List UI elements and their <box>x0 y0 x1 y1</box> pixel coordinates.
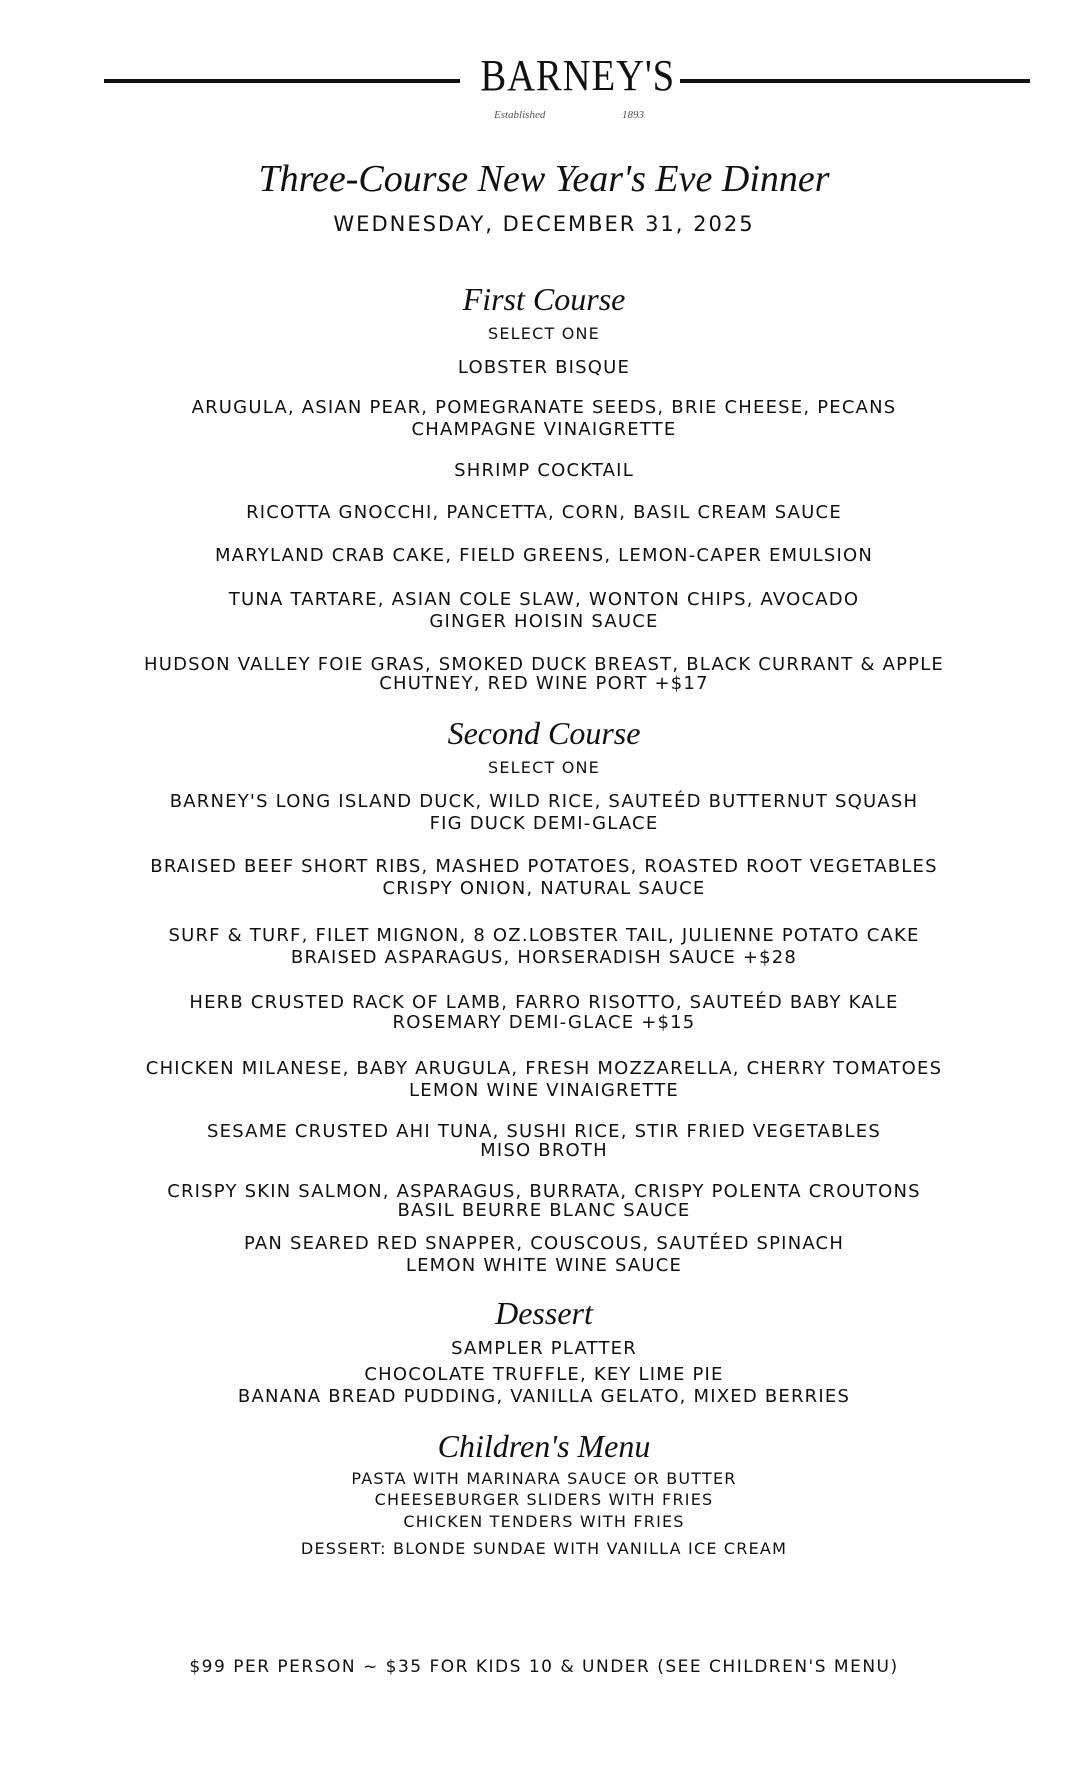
first-course-item-4: RICOTTA GNOCCHI, PANCETTA, CORN, BASIL CREAM SAUCE <box>246 502 842 523</box>
first-course-item-5: MARYLAND CRAB CAKE, FIELD GREENS, LEMON-CAPER EMULSION <box>214 545 874 566</box>
second-course-heading: Second Course <box>447 715 641 751</box>
first-course-select: SELECT ONE <box>488 324 600 343</box>
second-course-item-5-line-2: LEMON WINE VINAIGRETTE <box>409 1080 679 1101</box>
second-course-item-3: SURF & TURF, FILET MIGNON, 8 OZ.LOBSTER TAIL, JULIENNE POTATO CAKE <box>168 925 920 946</box>
second-course-item-1: BARNEY'S LONG ISLAND DUCK, WILD RICE, SAUTEÉD BUTTERNUT SQUASH <box>169 791 919 812</box>
established-line <box>494 109 644 121</box>
dessert-line-2: CHOCOLATE TRUFFLE, KEY LIME PIE <box>364 1364 724 1385</box>
right-rule <box>680 79 1030 83</box>
second-course-select: SELECT ONE <box>488 758 600 777</box>
first-course-item-3: SHRIMP COCKTAIL <box>454 460 634 481</box>
second-course-item-8: PAN SEARED RED SNAPPER, COUSCOUS, SAUTÉED SPINACH <box>243 1233 845 1254</box>
second-course-item-2-line-2: CRISPY ONION, NATURAL SAUCE <box>382 878 706 899</box>
established-year: 1893 <box>622 109 644 121</box>
first-course-item-2: ARUGULA, ASIAN PEAR, POMEGRANATE SEEDS, BRIE CHEESE, PECANS <box>191 397 897 418</box>
second-course-item-8-line-2: LEMON WHITE WINE SAUCE <box>405 1255 683 1276</box>
first-course-item-6-line-2: GINGER HOISIN SAUCE <box>429 611 659 632</box>
childrens-line-1: PASTA WITH MARINARA SAUCE OR BUTTER <box>351 1469 737 1488</box>
childrens-line-4: DESSERT: BLONDE SUNDAE WITH VANILLA ICE CREAM <box>300 1539 788 1558</box>
first-course-item-1: LOBSTER BISQUE <box>457 357 631 378</box>
first-course-item-6: TUNA TARTARE, ASIAN COLE SLAW, WONTON CHIPS, AVOCADO <box>228 589 860 610</box>
second-course-item-7: CRISPY SKIN SALMON, ASPARAGUS, BURRATA, CRISPY POLENTA CROUTONS <box>167 1181 921 1202</box>
second-course-item-4-line-2: ROSEMARY DEMI-GLACE +$15 <box>392 1012 696 1033</box>
second-course-item-2: BRAISED BEEF SHORT RIBS, MASHED POTATOES, ROASTED ROOT VEGETABLES <box>150 856 938 877</box>
second-course-item-4: HERB CRUSTED RACK OF LAMB, FARRO RISOTTO, SAUTEÉD BABY KALE <box>189 992 899 1013</box>
second-course-item-7-line-2: BASIL BEURRE BLANC SAUCE <box>397 1200 691 1221</box>
childrens-line-2: CHEESEBURGER SLIDERS WITH FRIES <box>374 1490 714 1509</box>
logo: BARNEY'S <box>480 51 676 100</box>
first-course-item-7: HUDSON VALLEY FOIE GRAS, SMOKED DUCK BREAST, BLACK CURRANT & APPLE <box>143 654 944 675</box>
second-course-item-6: SESAME CRUSTED AHI TUNA, SUSHI RICE, STIR FRIED VEGETABLES <box>207 1121 881 1142</box>
left-rule <box>104 79 460 83</box>
second-course-item-6-line-2: MISO BROTH <box>480 1140 608 1161</box>
price-line: $99 PER PERSON ~ $35 FOR KIDS 10 & UNDER (SEE CHILDREN'S MENU) <box>189 1657 899 1677</box>
first-course-item-2-line-2: CHAMPAGNE VINAIGRETTE <box>411 419 677 440</box>
established-label: Established <box>494 109 546 121</box>
first-course-heading: First Course <box>462 281 626 317</box>
menu-title: Three-Course New Year's Eve Dinner <box>258 158 830 200</box>
second-course-item-5: CHICKEN MILANESE, BABY ARUGULA, FRESH MOZZARELLA, CHERRY TOMATOES <box>145 1058 943 1079</box>
childrens-line-3: CHICKEN TENDERS WITH FRIES <box>403 1512 685 1531</box>
second-course-item-1-line-2: FIG DUCK DEMI-GLACE <box>429 813 659 834</box>
menu-date: WEDNESDAY, DECEMBER 31, 2025 <box>333 212 755 236</box>
dessert-line-3: BANANA BREAD PUDDING, VANILLA GELATO, MIXED BERRIES <box>237 1386 851 1407</box>
second-course-item-3-line-2: BRAISED ASPARAGUS, HORSERADISH SAUCE +$28 <box>290 947 798 968</box>
dessert-heading: Dessert <box>495 1295 593 1331</box>
childrens-menu-heading: Children's Menu <box>437 1428 651 1464</box>
dessert-line-1: SAMPLER PLATTER <box>451 1338 637 1359</box>
first-course-item-7-line-2: CHUTNEY, RED WINE PORT +$17 <box>379 673 709 694</box>
